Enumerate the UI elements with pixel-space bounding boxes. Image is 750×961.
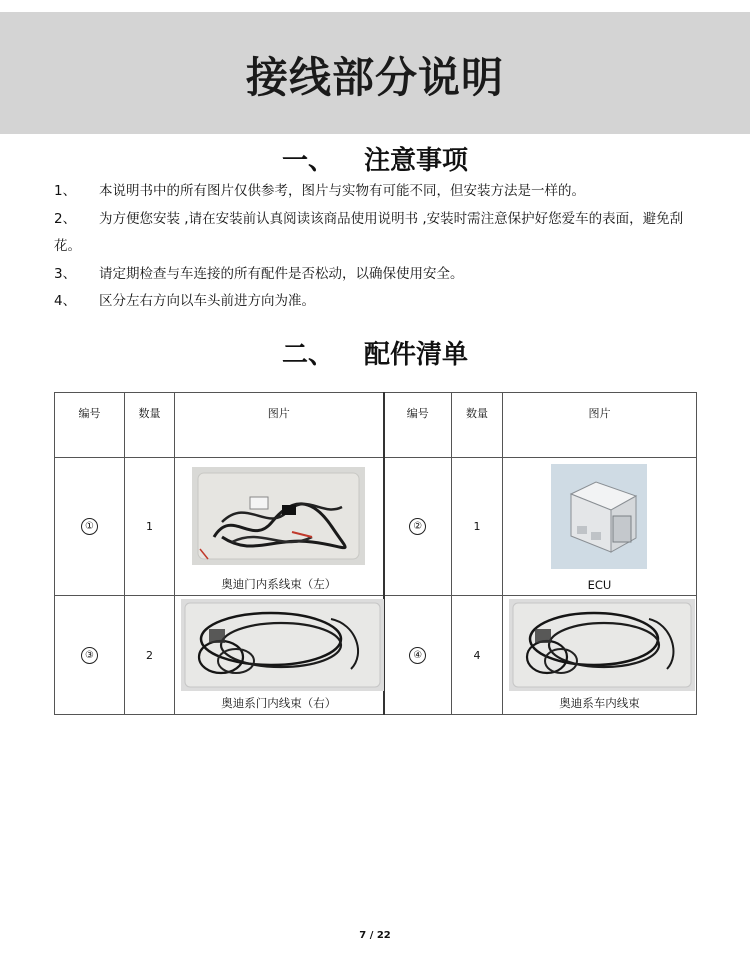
section-heading-notes: [0, 140, 750, 177]
item-qty: 4: [452, 596, 503, 715]
ecu-module-photo: [551, 464, 647, 569]
note-index: 2、: [54, 210, 77, 227]
item-caption: ECU: [587, 578, 612, 592]
item-id: ①: [81, 518, 98, 535]
parts-table: [54, 392, 697, 715]
item-id-cell: [55, 596, 125, 715]
header-qty: 数量: [125, 393, 175, 458]
coiled-cable-bag-photo: [509, 599, 695, 691]
note-text: 本说明书中的所有图片仅供参考，图片与实物有可能不同，但安装方法是一样的。: [99, 183, 585, 199]
wire-harness-bag-photo: [192, 467, 365, 565]
section-number: 一、: [281, 146, 334, 176]
item-qty: 1: [452, 458, 503, 596]
note-item: [54, 206, 704, 261]
header-id: 编号: [55, 393, 125, 458]
table-row: [55, 596, 697, 715]
item-id: ④: [409, 647, 426, 664]
item-picture-cell: [503, 458, 697, 596]
item-picture-cell: [175, 458, 384, 596]
header-pic: 图片: [175, 393, 384, 458]
section-title: 配件清单: [363, 340, 468, 370]
item-caption: 奥迪系车内线束: [559, 696, 640, 710]
note-text: 为方便您安装 ,请在安装前认真阅读该商品使用说明书 ,安装时需注意保护好您爱车的表面，避免刮花。: [54, 210, 684, 254]
item-picture-cell: [175, 596, 384, 715]
note-item: [54, 261, 704, 289]
table-row: [55, 458, 697, 596]
item-picture-cell: [503, 596, 697, 715]
item-id-cell: [55, 458, 125, 596]
header-pic: 图片: [503, 393, 697, 458]
note-index: 4、: [54, 293, 77, 309]
note-index: 3、: [54, 265, 77, 282]
item-id-cell: [384, 458, 452, 596]
section-heading-parts: [0, 334, 750, 371]
coiled-cable-bag-photo: [181, 599, 384, 691]
item-id: ②: [409, 518, 426, 535]
note-item: [54, 288, 704, 316]
header-qty: 数量: [452, 393, 503, 458]
page-title: 接线部分说明: [245, 53, 504, 102]
note-text: 区分左右方向以车头前进方向为准。: [99, 293, 315, 309]
notes-list: [54, 178, 704, 316]
section-title: 注意事项: [363, 146, 468, 176]
item-id: ③: [81, 647, 98, 664]
item-id-cell: [384, 596, 452, 715]
note-item: [54, 178, 704, 206]
item-caption: 奥迪系门内线束（右）: [221, 696, 337, 710]
header-id: 编号: [384, 393, 452, 458]
item-caption: 奥迪门内系线束（左）: [221, 577, 337, 591]
item-qty: 2: [125, 596, 175, 715]
section-number: 二、: [281, 340, 334, 370]
page-number: 7 / 22: [359, 930, 391, 941]
note-text: 请定期检查与车连接的所有配件是否松动，以确保使用安全。: [99, 265, 464, 282]
item-qty: 1: [125, 458, 175, 596]
note-index: 1、: [54, 183, 77, 199]
table-header-row: [55, 393, 697, 458]
